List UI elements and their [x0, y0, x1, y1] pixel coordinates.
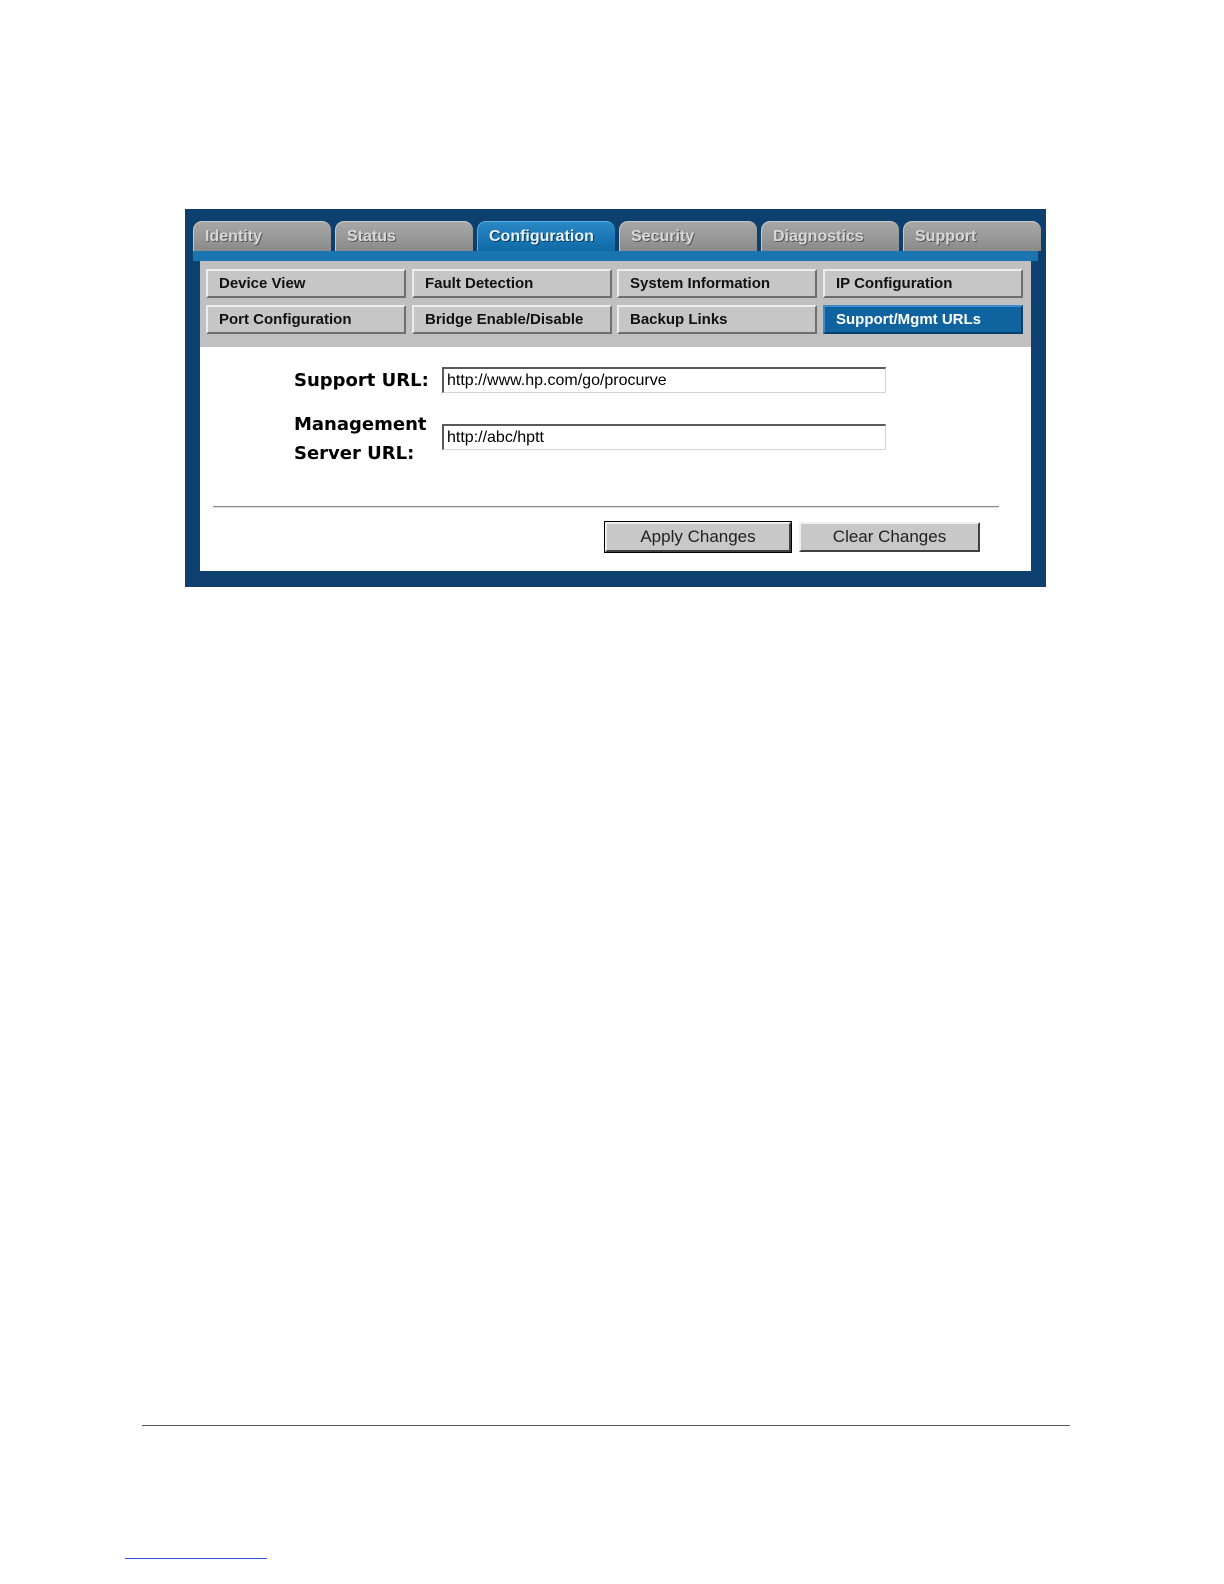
- support-url-label: Support URL:: [294, 370, 429, 391]
- web-management-panel: [185, 209, 1046, 587]
- subnav-port-configuration[interactable]: Port Configuration: [206, 305, 406, 334]
- subnav-bridge-enable-disable[interactable]: Bridge Enable/Disable: [412, 305, 612, 334]
- tab-security[interactable]: Security: [619, 221, 757, 251]
- footer-link-underline: [125, 1558, 267, 1559]
- subnav-system-information[interactable]: System Information: [617, 269, 817, 298]
- apply-changes-button[interactable]: Apply Changes: [605, 522, 791, 552]
- configuration-subnav: [200, 261, 1031, 347]
- clear-changes-button[interactable]: Clear Changes: [799, 522, 980, 552]
- support-url-input[interactable]: [442, 367, 886, 393]
- tab-configuration[interactable]: Configuration: [477, 221, 615, 251]
- tab-diagnostics[interactable]: Diagnostics: [761, 221, 899, 251]
- subnav-ip-configuration[interactable]: IP Configuration: [823, 269, 1023, 298]
- form-divider: [213, 506, 999, 508]
- subnav-support-mgmt-urls[interactable]: Support/Mgmt URLs: [823, 305, 1023, 334]
- page-footer-rule: [142, 1425, 1070, 1426]
- management-server-url-input[interactable]: [442, 424, 886, 450]
- tab-status[interactable]: Status: [335, 221, 473, 251]
- management-url-label-line2: Server URL:: [294, 443, 415, 464]
- tab-support[interactable]: Support: [903, 221, 1041, 251]
- subnav-fault-detection[interactable]: Fault Detection: [412, 269, 612, 298]
- tab-identity[interactable]: Identity: [193, 221, 331, 251]
- subnav-device-view[interactable]: Device View: [206, 269, 406, 298]
- tab-underline-strip: [193, 251, 1038, 261]
- support-mgmt-urls-form: [200, 347, 1031, 571]
- management-url-label-line1: Management: [294, 414, 427, 435]
- subnav-backup-links[interactable]: Backup Links: [617, 305, 817, 334]
